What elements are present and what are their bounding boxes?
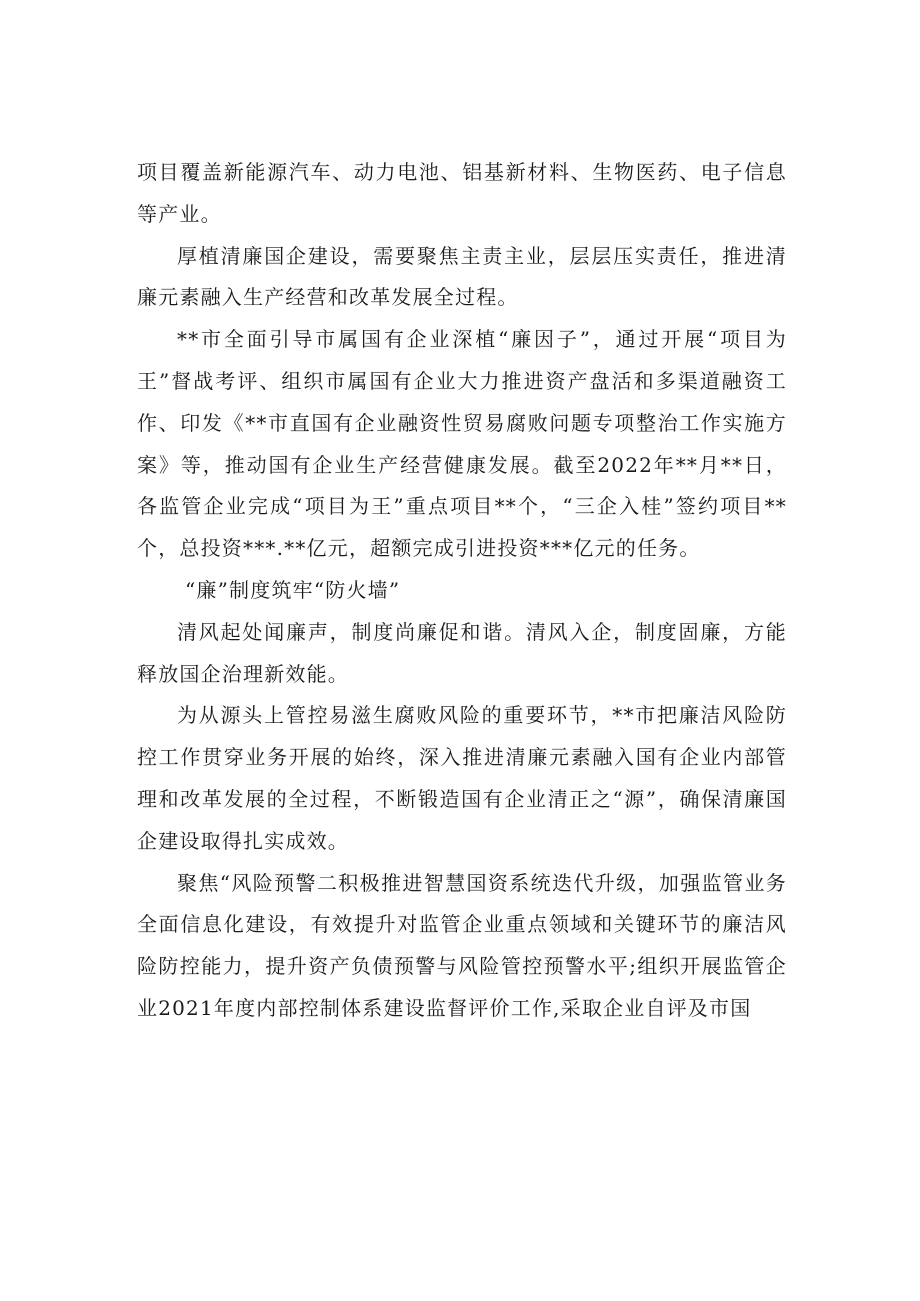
paragraph-institutions: 清风起处闻廉声，制度尚廉促和谐。清风入企，制度固廉，方能释放国企治理新效能。 [137,619,787,686]
document-body [137,152,787,1030]
section-heading-firewall: “廉”制度筑牢“防火墙” [185,577,401,602]
paragraph-risk-control: 为从源头上管控易滋生腐败风险的重要环节，**市把廉洁风险防控工作贯穿业务开展的始终，深入推进清廉元素融入国有企业内部管理和改革发展的全过程，不断锻造国有企业清正之“源”，确保清廉国企建设取得扎实成效。 [137,703,787,853]
paragraph-industries: 项目覆盖新能源汽车、动力电池、铝基新材料、生物医药、电子信息等产业。 [137,160,787,226]
paragraph-risk-warning: 聚焦“风险预警二积极推进智慧国资系统迭代升级，加强监管业务全面信息化建设，有效提升对监管企业重点领域和关键环节的廉洁风险防控能力，提升资产负债预警与风险管控预警水平;组织开展监管企业2021年度内部控制体系建设监督评价工作,采取企业自评及市国 [137,870,787,1020]
paragraph-clean-enterprise: 厚植清廉国企建设，需要聚焦主责主业，层层压实责任，推进清廉元素融入生产经营和改革发展全过程。 [137,243,787,310]
paragraph-project-progress: **市全面引导市属国有企业深植“廉因子”，通过开展“项目为王”督战考评、组织市属国有企业大力推进资产盘活和多渠道融资工作、印发《**市直国有企业融资性贸易腐败问题专项整治工作实施方案》等，推动国有企业生产经营健康发展。截至2022年**月**日，各监管企业完成“项目为王”重点项目**个，“三企入桂”签约项目**个，总投资***.**亿元，超额完成引进投资***亿元的任务。 [137,327,787,561]
